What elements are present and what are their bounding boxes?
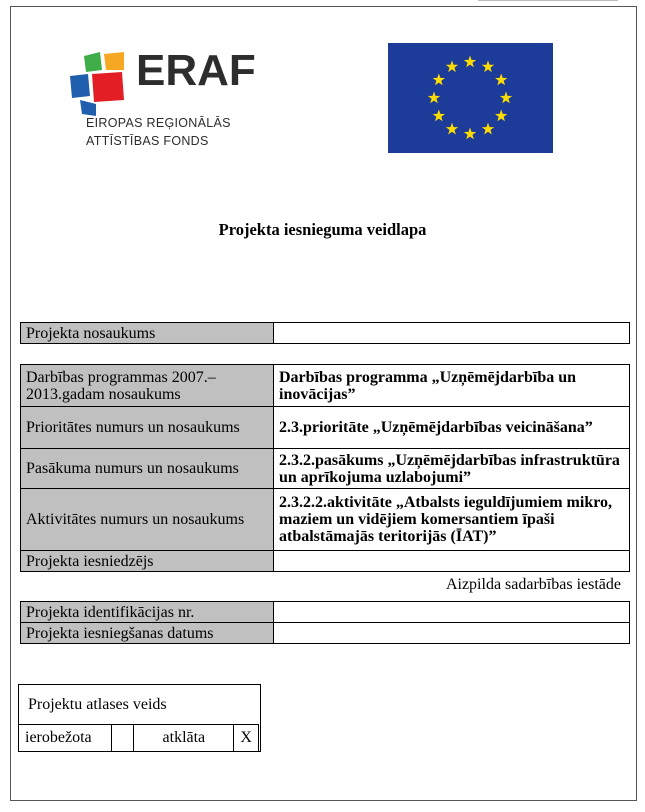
star-icon xyxy=(433,110,445,122)
selection-type-box xyxy=(18,684,261,752)
fill-note: Aizpilda sadarbības iestāde xyxy=(445,576,621,593)
selection-type-caption: Projektu atlases veids xyxy=(28,696,167,713)
priority-label: Prioritātes numurs un nosaukums xyxy=(21,407,274,449)
star-icon xyxy=(482,60,494,72)
eraf-wordmark: ERAF xyxy=(136,46,256,95)
project-id-label: Projekta identifikācijas nr. xyxy=(21,602,274,623)
option-restricted-checkbox[interactable] xyxy=(111,725,134,752)
admin-table xyxy=(20,601,630,644)
table-row xyxy=(21,623,630,644)
eraf-subtitle-line1: EIROPAS REĢIONĀLĀS xyxy=(86,116,231,130)
program-info-table xyxy=(20,364,630,572)
activity-label: Aktivitātes numurs un nosaukums xyxy=(21,489,274,551)
table-row xyxy=(21,551,630,572)
table-row xyxy=(21,602,630,623)
activity-value: 2.3.2.2.aktivitāte „Atbalsts ieguldījumiem mikro, maziem un vidējiem komersantiem īpaši atbalstāmajās teritorijās (ĪAT)” xyxy=(274,489,630,551)
top-edge-line xyxy=(478,0,618,3)
measure-label: Pasākuma numurs un nosaukums xyxy=(21,449,274,489)
program-value: Darbības programma „Uzņēmējdarbība un inovācijas” xyxy=(274,365,630,407)
project-name-table xyxy=(20,322,630,344)
star-icon xyxy=(433,74,445,86)
table-row xyxy=(21,365,630,407)
measure-value: 2.3.2.pasākums „Uzņēmējdarbības infrastruktūra un aprīkojuma uzlabojumi” xyxy=(274,449,630,489)
selection-options-table xyxy=(18,724,259,752)
table-row xyxy=(21,407,630,449)
option-open-label: atklāta xyxy=(134,725,234,752)
table-row xyxy=(21,449,630,489)
applicant-label: Projekta iesniedzējs xyxy=(21,551,274,572)
star-icon xyxy=(464,56,476,68)
star-icon xyxy=(500,92,512,104)
page-title: Projekta iesnieguma veidlapa xyxy=(218,220,427,239)
submission-date-label: Projekta iesniegšanas datums xyxy=(21,623,274,644)
star-icon xyxy=(495,110,507,122)
option-restricted-label: ierobežota xyxy=(19,725,112,752)
star-icon xyxy=(428,92,440,104)
star-icon xyxy=(495,74,507,86)
star-icon xyxy=(446,123,458,135)
eraf-logo xyxy=(60,42,285,160)
eraf-subtitle-line2: ATTĪSTĪBAS FONDS xyxy=(86,134,209,148)
project-name-label: Projekta nosaukums xyxy=(21,323,274,344)
eraf-subtitle xyxy=(86,114,231,150)
priority-value: 2.3.prioritāte „Uzņēmējdarbības veicināšana” xyxy=(274,407,630,449)
project-name-field[interactable] xyxy=(274,323,630,344)
star-icon xyxy=(482,123,494,135)
eu-stars-icon xyxy=(388,43,553,153)
eraf-emblem-icon xyxy=(66,48,146,118)
eu-flag xyxy=(388,43,553,153)
project-id-field[interactable] xyxy=(274,602,630,623)
applicant-field[interactable] xyxy=(274,551,630,572)
star-icon xyxy=(464,128,476,140)
table-row xyxy=(21,489,630,551)
option-open-checkbox[interactable]: X xyxy=(234,725,259,752)
submission-date-field[interactable] xyxy=(274,623,630,644)
star-icon xyxy=(446,60,458,72)
program-label: Darbības programmas 2007.–2013.gadam nosaukums xyxy=(21,365,274,407)
